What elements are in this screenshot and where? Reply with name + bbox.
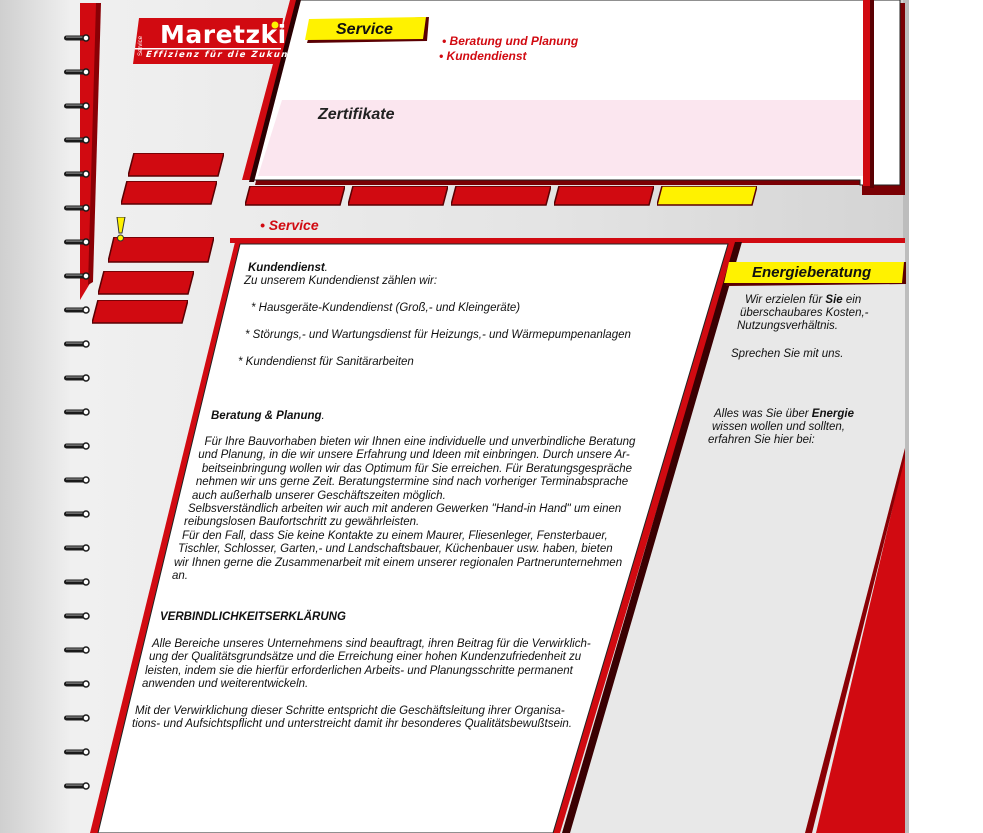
- spiral-ring-icon: [64, 409, 89, 415]
- spiral-ring-icon: [64, 69, 89, 75]
- logo-tagline: Effizienz für die Zukunft!: [145, 50, 306, 60]
- closing-line: Mit der Verwirklichung dieser Schritte entspricht die Geschäftsleitung ihrer Organisa-: [135, 705, 565, 717]
- verbind-line: Alle Bereiche unseres Unternehmens sind beauftragt, ihren Beitrag für die Verwirklich-: [152, 638, 591, 650]
- spiral-ring-icon: [64, 443, 89, 449]
- sidebar-line-1: Wir erzielen für Sie ein: [745, 294, 862, 306]
- spiral-ring-icon: [64, 341, 89, 347]
- banner-title: Zertifikate: [318, 106, 395, 123]
- side-button-1[interactable]: [128, 153, 224, 177]
- kundendienst-intro: Zu unserem Kundendienst zählen wir:: [244, 275, 438, 287]
- side-button-4[interactable]: [98, 271, 194, 295]
- spiral-ring-icon: [64, 35, 89, 41]
- spiral-ring-icon: [64, 137, 89, 143]
- spiral-ring-icon: [64, 681, 89, 687]
- sidebar-line-5: Sprechen Sie mit uns.: [731, 348, 844, 360]
- beratung-line: reibungslosen Baufortschritt zu gewährleisten.: [184, 516, 420, 529]
- beratung-heading: Beratung & Planung.: [211, 410, 325, 422]
- nav-button-5[interactable]: [657, 186, 757, 206]
- energieberatung-title: Energieberatung: [752, 264, 872, 281]
- service-tab-label: Service: [336, 21, 393, 38]
- verbindlichkeit-heading: VERBINDLICHKEITSERKLÄRUNG: [160, 611, 346, 623]
- spiral-ring-icon: [64, 375, 89, 381]
- verbind-line: leisten, indem sie die hierfür erforderlichen Arbeits- und Planungsschritte permanent: [145, 664, 573, 677]
- sidebar-line-11: erfahren Sie hier bei:: [708, 434, 815, 446]
- beratung-line: Für den Fall, dass Sie keine Kontakte zu einem Maurer, Fliesenleger, Fensterbauer,: [182, 529, 608, 542]
- beratung-line: nehmen wir uns gerne Zeit. Beratungstermine sind nach vorheriger Terminabsprache: [195, 476, 629, 489]
- breadcrumb: • Service: [260, 217, 319, 233]
- spiral-ring-icon: [64, 545, 89, 551]
- sidebar-line-2: überschaubares Kosten,-: [740, 307, 869, 319]
- spiral-ring-icon: [64, 205, 89, 211]
- kundendienst-item-1: * Hausgeräte-Kundendienst (Groß,- und Kleingeräte): [251, 302, 521, 314]
- sidebar-line-10: wissen wollen und sollten,: [712, 421, 845, 433]
- exclamation-icon: [114, 217, 128, 243]
- verbind-line: ung der Qualitätsgrundsätze und die Erreichung einer hohen Kundenzufriedenheit zu: [149, 651, 582, 664]
- spiral-ring-icon: [64, 273, 89, 279]
- nav-beratung-link[interactable]: • Beratung und Planung: [442, 34, 579, 48]
- spiral-ring-icon: [64, 715, 89, 721]
- kundendienst-item-2: * Störungs,- und Wartungsdienst für Heizungs,- und Wärmepumpenanlagen: [245, 329, 631, 341]
- side-button-5[interactable]: [92, 300, 188, 324]
- beratung-line: Für Ihre Bauvorhaben bieten wir Ihnen eine individuelle und unverbindliche Beratung: [204, 436, 636, 448]
- spiral-ring-icon: [64, 171, 89, 177]
- beratung-line: an.: [172, 570, 188, 582]
- nav-button-1[interactable]: [245, 186, 345, 206]
- sidebar-line-3: Nutzungsverhältnis.: [737, 320, 838, 332]
- sidebar-line-9: Alles was Sie über Energie: [714, 408, 854, 420]
- beratung-line: Selbsverständlich arbeiten wir auch mit anderen Gewerken "Hand-in Hand" um einen: [188, 503, 622, 515]
- verbind-line: anwenden und weiterentwickeln.: [142, 678, 309, 691]
- spiral-ring-icon: [64, 613, 89, 619]
- spiral-ring-icon: [64, 307, 89, 313]
- beratung-line: wir Ihnen gerne die Zusammenarbeit mit einem unserer regionalen Partnerunternehmen: [174, 556, 623, 569]
- spiral-ring-icon: [64, 749, 89, 755]
- logo-small-text: Service: [138, 35, 144, 56]
- beratung-line: und Planung, in die wir unsere Erfahrung und Ideen mit einbringen. Durch unsere Ar-: [198, 449, 630, 462]
- spiral-ring-icon: [64, 103, 89, 109]
- beratung-line: auch außerhalb unserer Geschäftszeiten möglich.: [192, 489, 446, 502]
- kundendienst-heading: Kundendienst.: [248, 262, 328, 274]
- nav-button-3[interactable]: [451, 186, 551, 206]
- spiral-ring-icon: [64, 239, 89, 245]
- spiral-ring-icon: [64, 647, 89, 653]
- nav-button-4[interactable]: [554, 186, 654, 206]
- spiral-ring-icon: [64, 783, 89, 789]
- logo-name: Maretzki: [160, 20, 287, 49]
- beratung-line: beitseinbringung wollen wir das Optimum für Sie erreichen. Für Beratungsgespräche: [201, 462, 633, 475]
- closing-line: tions- und Aufsichtspflicht und unterstreicht damit ihr besonderes Qualitätsbewußtsein.: [132, 718, 572, 731]
- side-button-2[interactable]: [121, 181, 217, 205]
- spiral-ring-icon: [64, 511, 89, 517]
- spiral-ring-icon: [64, 579, 89, 585]
- nav-button-2[interactable]: [348, 186, 448, 206]
- kundendienst-item-3: * Kundendienst für Sanitärarbeiten: [238, 356, 414, 368]
- beratung-line: Tischler, Schlosser, Garten,- und Landschaftsbauer, Küchenbauer usw. haben, bieten: [178, 543, 613, 556]
- spiral-ring-icon: [64, 477, 89, 483]
- nav-kundendienst-link[interactable]: • Kundendienst: [439, 49, 527, 63]
